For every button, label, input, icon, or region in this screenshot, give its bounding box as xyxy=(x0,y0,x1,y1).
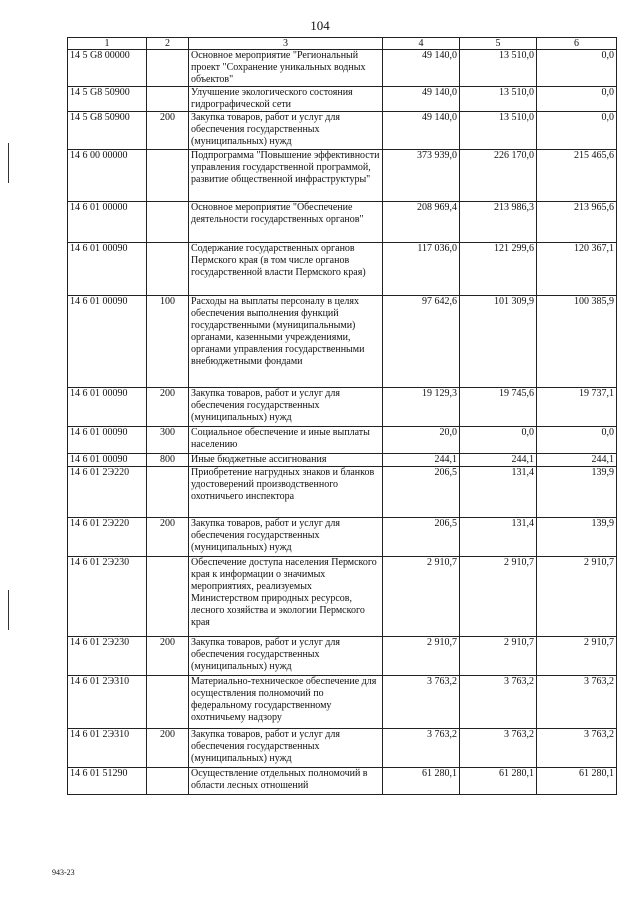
target-code: 14 6 01 51290 xyxy=(68,768,147,795)
item-name: Обеспечение доступа населения Пермского края к информации о значимых мероприятиях, реализуемых Министерством природных ресурсов, лесного хозяйства и экологии Пермского края xyxy=(189,557,383,637)
budget-table xyxy=(67,37,617,795)
target-code: 14 5 G8 50900 xyxy=(68,87,147,112)
table-row xyxy=(68,557,617,637)
page-number: 104 xyxy=(310,18,330,33)
table-row xyxy=(68,296,617,388)
target-code: 14 6 01 00090 xyxy=(68,296,147,388)
expense-type: 200 xyxy=(147,388,189,427)
amount-col6: 120 367,1 xyxy=(537,243,617,296)
amount-col4: 2 910,7 xyxy=(383,637,460,676)
amount-col5: 61 280,1 xyxy=(460,768,537,795)
amount-col6: 3 763,2 xyxy=(537,676,617,729)
amount-col5: 131,4 xyxy=(460,467,537,518)
expense-type: 100 xyxy=(147,296,189,388)
amount-col4: 49 140,0 xyxy=(383,50,460,87)
amount-col4: 206,5 xyxy=(383,518,460,557)
amount-col6: 139,9 xyxy=(537,467,617,518)
item-name: Закупка товаров, работ и услуг для обеспечения государственных (муниципальных) нужд xyxy=(189,637,383,676)
expense-type: 200 xyxy=(147,729,189,768)
target-code: 14 5 G8 50900 xyxy=(68,112,147,150)
target-code: 14 5 G8 00000 xyxy=(68,50,147,87)
expense-type xyxy=(147,202,189,243)
amount-col4: 373 939,0 xyxy=(383,150,460,202)
amount-col4: 206,5 xyxy=(383,467,460,518)
amount-col4: 208 969,4 xyxy=(383,202,460,243)
table-row xyxy=(68,427,617,454)
amount-col6: 2 910,7 xyxy=(537,637,617,676)
amount-col5: 101 309,9 xyxy=(460,296,537,388)
table-row xyxy=(68,388,617,427)
amount-col6: 213 965,6 xyxy=(537,202,617,243)
amount-col5: 0,0 xyxy=(460,427,537,454)
item-name: Подпрограмма "Повышение эффективности управления государственной программой, развитие общественной инфраструктуры" xyxy=(189,150,383,202)
amount-col6: 139,9 xyxy=(537,518,617,557)
amount-col5: 13 510,0 xyxy=(460,87,537,112)
column-number-row xyxy=(68,38,617,50)
expense-type: 300 xyxy=(147,427,189,454)
amount-col6: 215 465,6 xyxy=(537,150,617,202)
amount-col5: 19 745,6 xyxy=(460,388,537,427)
column-header: 2 xyxy=(147,38,189,50)
item-name: Социальное обеспечение и иные выплаты населению xyxy=(189,427,383,454)
expense-type: 800 xyxy=(147,454,189,467)
item-name: Закупка товаров, работ и услуг для обеспечения государственных (муниципальных) нужд xyxy=(189,729,383,768)
target-code: 14 6 01 2Э220 xyxy=(68,467,147,518)
item-name: Осуществление отдельных полномочий в области лесных отношений xyxy=(189,768,383,795)
amount-col6: 61 280,1 xyxy=(537,768,617,795)
item-name: Иные бюджетные ассигнования xyxy=(189,454,383,467)
table-row xyxy=(68,112,617,150)
table-row xyxy=(68,50,617,87)
expense-type: 200 xyxy=(147,112,189,150)
target-code: 14 6 01 00090 xyxy=(68,454,147,467)
item-name: Основное мероприятие "Обеспечение деятельности государственных органов" xyxy=(189,202,383,243)
column-header: 6 xyxy=(537,38,617,50)
amount-col6: 0,0 xyxy=(537,112,617,150)
amount-col4: 20,0 xyxy=(383,427,460,454)
target-code: 14 6 01 00000 xyxy=(68,202,147,243)
item-name: Содержание государственных органов Пермского края (в том числе органов государственной власти Пермского края) xyxy=(189,243,383,296)
amount-col6: 0,0 xyxy=(537,427,617,454)
amount-col4: 19 129,3 xyxy=(383,388,460,427)
amount-col6: 3 763,2 xyxy=(537,729,617,768)
expense-type xyxy=(147,557,189,637)
target-code: 14 6 01 2Э220 xyxy=(68,518,147,557)
amount-col5: 3 763,2 xyxy=(460,729,537,768)
amount-col4: 61 280,1 xyxy=(383,768,460,795)
item-name: Закупка товаров, работ и услуг для обеспечения государственных (муниципальных) нужд xyxy=(189,388,383,427)
item-name: Материально-техническое обеспечение для осуществления полномочий по федеральному государственному охотничьему надзору xyxy=(189,676,383,729)
expense-type xyxy=(147,676,189,729)
target-code: 14 6 01 00090 xyxy=(68,243,147,296)
column-header: 5 xyxy=(460,38,537,50)
expense-type: 200 xyxy=(147,637,189,676)
amount-col4: 2 910,7 xyxy=(383,557,460,637)
amount-col6: 100 385,9 xyxy=(537,296,617,388)
item-name: Закупка товаров, работ и услуг для обеспечения государственных (муниципальных) нужд xyxy=(189,518,383,557)
expense-type xyxy=(147,768,189,795)
expense-type: 200 xyxy=(147,518,189,557)
target-code: 14 6 01 2Э230 xyxy=(68,637,147,676)
amount-col5: 2 910,7 xyxy=(460,557,537,637)
scan-edge-mark xyxy=(8,143,9,183)
amount-col4: 49 140,0 xyxy=(383,112,460,150)
table-row xyxy=(68,518,617,557)
amount-col5: 13 510,0 xyxy=(460,112,537,150)
table-row xyxy=(68,150,617,202)
item-name: Улучшение экологического состояния гидрографической сети xyxy=(189,87,383,112)
target-code: 14 6 01 00090 xyxy=(68,388,147,427)
amount-col6: 2 910,7 xyxy=(537,557,617,637)
amount-col5: 131,4 xyxy=(460,518,537,557)
table-row xyxy=(68,202,617,243)
item-name: Приобретение нагрудных знаков и бланков удостоверений производственного охотничьего инспектора xyxy=(189,467,383,518)
expense-type xyxy=(147,150,189,202)
amount-col4: 3 763,2 xyxy=(383,676,460,729)
expense-type xyxy=(147,467,189,518)
scan-edge-mark xyxy=(8,590,9,630)
amount-col4: 3 763,2 xyxy=(383,729,460,768)
amount-col4: 244,1 xyxy=(383,454,460,467)
amount-col5: 121 299,6 xyxy=(460,243,537,296)
amount-col5: 244,1 xyxy=(460,454,537,467)
amount-col5: 213 986,3 xyxy=(460,202,537,243)
table-row xyxy=(68,454,617,467)
amount-col5: 2 910,7 xyxy=(460,637,537,676)
target-code: 14 6 00 00000 xyxy=(68,150,147,202)
table-row xyxy=(68,637,617,676)
table-row xyxy=(68,467,617,518)
target-code: 14 6 01 00090 xyxy=(68,427,147,454)
expense-type xyxy=(147,243,189,296)
amount-col6: 244,1 xyxy=(537,454,617,467)
amount-col6: 0,0 xyxy=(537,87,617,112)
item-name: Основное мероприятие "Региональный проект "Сохранение уникальных водных объектов" xyxy=(189,50,383,87)
item-name: Закупка товаров, работ и услуг для обеспечения государственных (муниципальных) нужд xyxy=(189,112,383,150)
table-row xyxy=(68,768,617,795)
column-header: 3 xyxy=(189,38,383,50)
target-code: 14 6 01 2Э310 xyxy=(68,729,147,768)
column-header: 4 xyxy=(383,38,460,50)
expense-type xyxy=(147,87,189,112)
amount-col5: 226 170,0 xyxy=(460,150,537,202)
document-code: 943-23 xyxy=(52,868,75,877)
amount-col6: 0,0 xyxy=(537,50,617,87)
item-name: Расходы на выплаты персоналу в целях обеспечения выполнения функций государственными (муниципальными) органами, казенными учреждениями, органами управления государственными внебюджетными фондами xyxy=(189,296,383,388)
column-header: 1 xyxy=(68,38,147,50)
amount-col5: 3 763,2 xyxy=(460,676,537,729)
expense-type xyxy=(147,50,189,87)
table-row xyxy=(68,87,617,112)
table-row xyxy=(68,729,617,768)
table-row xyxy=(68,243,617,296)
amount-col4: 49 140,0 xyxy=(383,87,460,112)
amount-col4: 97 642,6 xyxy=(383,296,460,388)
target-code: 14 6 01 2Э230 xyxy=(68,557,147,637)
table-row xyxy=(68,676,617,729)
amount-col5: 13 510,0 xyxy=(460,50,537,87)
amount-col4: 117 036,0 xyxy=(383,243,460,296)
target-code: 14 6 01 2Э310 xyxy=(68,676,147,729)
amount-col6: 19 737,1 xyxy=(537,388,617,427)
